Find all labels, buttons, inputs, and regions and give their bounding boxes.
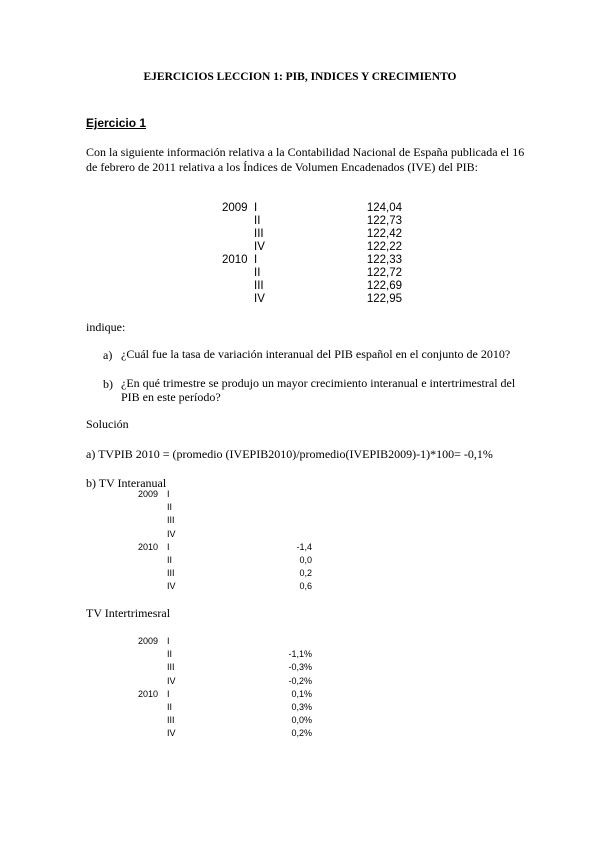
quarter-label: III bbox=[254, 228, 264, 240]
quarter-label: I bbox=[167, 636, 170, 646]
quarter-label: IV bbox=[254, 241, 265, 253]
quarter-label: III bbox=[167, 662, 175, 673]
tv-interanual-label: b) TV Interanual bbox=[86, 476, 167, 490]
quarter-label: IV bbox=[167, 528, 176, 539]
question-text: ¿En qué trimestre se produjo un mayor crecimiento interanual e intertrimestral del PIB en este período? bbox=[121, 376, 516, 404]
quarter-label: I bbox=[167, 489, 170, 499]
quarter-label: III bbox=[167, 715, 175, 726]
quarter-label: I bbox=[254, 202, 258, 214]
value-cell: -0,3% bbox=[288, 662, 312, 673]
value-cell: 0,0 bbox=[299, 555, 312, 565]
intro-paragraph: Con la siguiente información relativa a la Contabilidad Nacional de España publicada el 16 de febrero de 2011 relativa a los Índices de Volumen Encadenados (IVE) del PIB: bbox=[86, 145, 525, 174]
quarter-label: II bbox=[254, 267, 261, 279]
year-label: 2009 bbox=[138, 636, 159, 646]
year-label: 2010 bbox=[138, 688, 159, 699]
quarter-label: III bbox=[254, 280, 264, 292]
year-label: 2009 bbox=[222, 202, 248, 214]
value-cell: 122,72 bbox=[366, 267, 402, 279]
value-cell: 0,2 bbox=[299, 568, 312, 579]
value-cell: 0,1% bbox=[291, 688, 312, 699]
answer-a: a) TVPIB 2010 = (promedio (IVEPIB2010)/promedio(IVEPIB2009)-1)*100= -0,1% bbox=[86, 447, 493, 461]
value-cell: 0,3% bbox=[291, 702, 312, 712]
quarter-label: I bbox=[167, 688, 170, 699]
quarter-label: I bbox=[167, 541, 170, 552]
year-label: 2010 bbox=[138, 541, 159, 552]
value-cell: 122,42 bbox=[366, 228, 402, 240]
indique-label: indique: bbox=[86, 320, 126, 334]
question-marker: a) bbox=[103, 348, 113, 362]
question-marker: b) bbox=[103, 377, 113, 391]
quarter-label: III bbox=[167, 515, 175, 526]
value-cell: 122,95 bbox=[366, 293, 402, 305]
year-label: 2010 bbox=[222, 254, 248, 266]
exercise-heading: Ejercicio 1 bbox=[86, 116, 147, 130]
quarter-label: III bbox=[167, 568, 175, 579]
quarter-label: II bbox=[167, 649, 173, 660]
quarter-label: II bbox=[254, 215, 261, 227]
quarter-label: II bbox=[167, 502, 173, 513]
quarter-label: II bbox=[167, 555, 173, 565]
value-cell: 122,33 bbox=[366, 254, 402, 266]
quarter-label: II bbox=[167, 702, 173, 712]
question-text: ¿Cuál fue la tasa de variación interanual del PIB español en el conjunto de 2010? bbox=[121, 347, 511, 361]
quarter-label: IV bbox=[167, 581, 176, 592]
value-cell: 0,2% bbox=[291, 728, 312, 739]
page-title: EJERCICIOS LECCION 1: PIB, INDICES Y CRECIMIENTO bbox=[143, 71, 457, 83]
value-cell: 0,6 bbox=[299, 581, 312, 592]
solution-label: Solución bbox=[86, 417, 129, 431]
quarter-label: IV bbox=[167, 728, 176, 739]
quarter-label: I bbox=[254, 254, 258, 266]
quarter-label: IV bbox=[254, 293, 265, 305]
value-cell: 122,22 bbox=[366, 241, 402, 253]
quarter-label: IV bbox=[167, 675, 176, 686]
year-label: 2009 bbox=[138, 489, 159, 499]
value-cell: 122,69 bbox=[366, 280, 402, 292]
value-cell: -1,1% bbox=[288, 649, 312, 660]
tv-intertrimestral-label: TV Intertrimesral bbox=[86, 606, 171, 620]
value-cell: 124,04 bbox=[366, 202, 402, 214]
value-cell: 0,0% bbox=[291, 715, 312, 726]
value-cell: -1,4 bbox=[296, 541, 312, 552]
value-cell: 122,73 bbox=[366, 215, 402, 227]
value-cell: -0,2% bbox=[288, 675, 312, 686]
